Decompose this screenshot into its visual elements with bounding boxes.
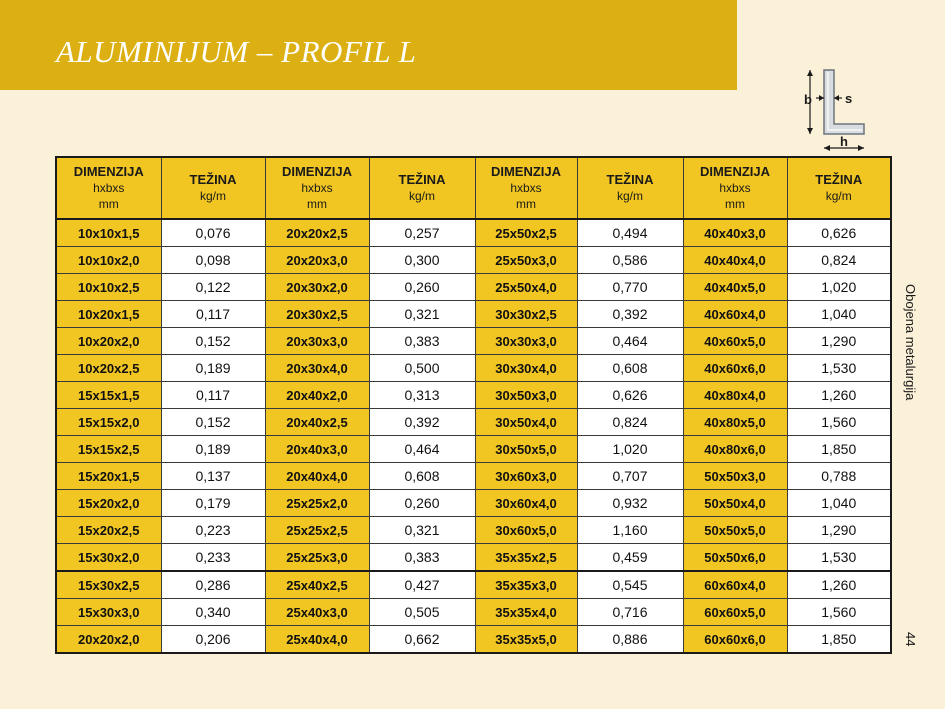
profile-table (55, 156, 892, 654)
header-dimension (265, 157, 369, 219)
dimension-cell: 15x30x3,0 (56, 599, 161, 626)
l-profile-icon (824, 70, 864, 134)
weight-cell: 0,223 (161, 517, 265, 544)
dimension-cell: 40x80x6,0 (683, 436, 787, 463)
dimension-cell: 10x10x2,5 (56, 274, 161, 301)
header-unit: kg/m (199, 189, 226, 203)
weight-cell: 1,290 (787, 517, 891, 544)
dimension-cell: 30x60x5,0 (475, 517, 577, 544)
weight-cell: 1,530 (787, 544, 891, 572)
weight-cell: 1,040 (787, 490, 891, 517)
weight-cell: 0,179 (161, 490, 265, 517)
header-title: TEŽINA (606, 172, 654, 187)
dimension-cell: 20x40x4,0 (265, 463, 369, 490)
weight-cell: 0,626 (577, 382, 683, 409)
weight-cell: 1,290 (787, 328, 891, 355)
header-title: TEŽINA (815, 172, 863, 187)
dimension-cell: 25x40x2,5 (265, 571, 369, 599)
dimension-cell: 60x60x4,0 (683, 571, 787, 599)
weight-cell: 0,260 (369, 274, 475, 301)
table-row (56, 490, 891, 517)
dimension-cell: 40x60x4,0 (683, 301, 787, 328)
dimension-cell: 10x10x1,5 (56, 219, 161, 247)
header-unit: mm (307, 197, 327, 211)
header-title: TEŽINA (398, 172, 446, 187)
weight-cell: 1,850 (787, 626, 891, 654)
dimension-cell: 10x20x1,5 (56, 301, 161, 328)
table-body (56, 219, 891, 653)
dimension-cell: 15x20x1,5 (56, 463, 161, 490)
weight-cell: 1,530 (787, 355, 891, 382)
table-row (56, 599, 891, 626)
header-unit: kg/m (616, 189, 643, 203)
weight-cell: 0,286 (161, 571, 265, 599)
dimension-cell: 20x30x2,0 (265, 274, 369, 301)
weight-cell: 0,626 (787, 219, 891, 247)
header-weight (161, 157, 265, 219)
dimension-cell: 30x30x3,0 (475, 328, 577, 355)
dimension-cell: 60x60x5,0 (683, 599, 787, 626)
weight-cell: 0,500 (369, 355, 475, 382)
dimension-cell: 15x15x1,5 (56, 382, 161, 409)
weight-cell: 0,257 (369, 219, 475, 247)
header-weight (787, 157, 891, 219)
dimension-cell: 50x50x4,0 (683, 490, 787, 517)
dimension-cell: 20x20x3,0 (265, 247, 369, 274)
dimension-cell: 30x60x4,0 (475, 490, 577, 517)
weight-cell: 0,707 (577, 463, 683, 490)
dimension-cell: 30x50x3,0 (475, 382, 577, 409)
weight-cell: 1,260 (787, 571, 891, 599)
weight-cell: 0,427 (369, 571, 475, 599)
weight-cell: 0,383 (369, 544, 475, 572)
title-bar (0, 0, 737, 90)
table-header-row (56, 157, 891, 219)
dimension-cell: 40x80x4,0 (683, 382, 787, 409)
dimension-cell: 20x20x2,0 (56, 626, 161, 654)
dimension-cell: 25x50x3,0 (475, 247, 577, 274)
dimension-cell: 15x15x2,5 (56, 436, 161, 463)
header-title: TEŽINA (189, 172, 237, 187)
header-weight (577, 157, 683, 219)
weight-cell: 1,160 (577, 517, 683, 544)
page-title: ALUMINIJUM – PROFIL L (56, 34, 417, 69)
dimension-cell: 30x50x4,0 (475, 409, 577, 436)
dimension-cell: 50x50x5,0 (683, 517, 787, 544)
table-row (56, 301, 891, 328)
dimension-cell: 25x50x4,0 (475, 274, 577, 301)
weight-cell: 0,464 (577, 328, 683, 355)
weight-cell: 0,716 (577, 599, 683, 626)
weight-cell: 1,560 (787, 599, 891, 626)
dimension-cell: 10x20x2,5 (56, 355, 161, 382)
weight-cell: 0,392 (577, 301, 683, 328)
table-row (56, 517, 891, 544)
weight-cell: 0,770 (577, 274, 683, 301)
weight-cell: 1,040 (787, 301, 891, 328)
weight-cell: 1,260 (787, 382, 891, 409)
header-title: DIMENZIJA (73, 164, 144, 179)
dimension-cell: 60x60x6,0 (683, 626, 787, 654)
weight-cell: 0,122 (161, 274, 265, 301)
header-unit: mm (516, 197, 536, 211)
weight-cell: 1,020 (787, 274, 891, 301)
weight-cell: 1,020 (577, 436, 683, 463)
dimension-cell: 50x50x6,0 (683, 544, 787, 572)
dimension-cell: 25x25x3,0 (265, 544, 369, 572)
header-unit: hxbxs (510, 181, 542, 195)
weight-cell: 0,494 (577, 219, 683, 247)
header-unit: hxbxs (719, 181, 751, 195)
weight-cell: 1,850 (787, 436, 891, 463)
header-unit: kg/m (825, 189, 852, 203)
weight-cell: 0,137 (161, 463, 265, 490)
weight-cell: 0,189 (161, 355, 265, 382)
dimension-cell: 15x30x2,5 (56, 571, 161, 599)
weight-cell: 0,233 (161, 544, 265, 572)
weight-cell: 0,117 (161, 382, 265, 409)
dimension-cell: 20x20x2,5 (265, 219, 369, 247)
header-dimension (56, 157, 161, 219)
weight-cell: 0,459 (577, 544, 683, 572)
header-unit: hxbxs (93, 181, 125, 195)
dimension-cell: 30x60x3,0 (475, 463, 577, 490)
dimension-cell: 15x15x2,0 (56, 409, 161, 436)
table-row (56, 247, 891, 274)
dimension-cell: 35x35x2,5 (475, 544, 577, 572)
table-row (56, 328, 891, 355)
dimension-cell: 35x35x3,0 (475, 571, 577, 599)
weight-cell: 0,608 (577, 355, 683, 382)
weight-cell: 0,392 (369, 409, 475, 436)
dimension-cell: 20x30x2,5 (265, 301, 369, 328)
dimension-cell: 25x40x3,0 (265, 599, 369, 626)
dimension-cell: 25x50x2,5 (475, 219, 577, 247)
weight-cell: 0,788 (787, 463, 891, 490)
table-row (56, 355, 891, 382)
dimension-cell: 40x40x4,0 (683, 247, 787, 274)
table-row (56, 626, 891, 654)
weight-cell: 0,076 (161, 219, 265, 247)
table-row (56, 274, 891, 301)
dimension-cell: 25x25x2,0 (265, 490, 369, 517)
dimension-cell: 15x20x2,5 (56, 517, 161, 544)
weight-cell: 0,586 (577, 247, 683, 274)
weight-cell: 0,098 (161, 247, 265, 274)
dimension-cell: 40x80x5,0 (683, 409, 787, 436)
table-row (56, 409, 891, 436)
dimension-cell: 25x40x4,0 (265, 626, 369, 654)
dimension-cell: 20x30x4,0 (265, 355, 369, 382)
weight-cell: 1,560 (787, 409, 891, 436)
weight-cell: 0,824 (787, 247, 891, 274)
dimension-cell: 20x30x3,0 (265, 328, 369, 355)
dimension-cell: 35x35x4,0 (475, 599, 577, 626)
weight-cell: 0,300 (369, 247, 475, 274)
dimension-cell: 20x40x2,5 (265, 409, 369, 436)
table-row (56, 463, 891, 490)
dimension-cell: 40x40x5,0 (683, 274, 787, 301)
dimension-cell: 20x40x3,0 (265, 436, 369, 463)
dimension-cell: 50x50x3,0 (683, 463, 787, 490)
dimension-cell: 30x30x2,5 (475, 301, 577, 328)
dimension-cell: 15x20x2,0 (56, 490, 161, 517)
weight-cell: 0,545 (577, 571, 683, 599)
weight-cell: 0,464 (369, 436, 475, 463)
weight-cell: 0,260 (369, 490, 475, 517)
dimension-cell: 40x40x3,0 (683, 219, 787, 247)
weight-cell: 0,313 (369, 382, 475, 409)
header-dimension (683, 157, 787, 219)
page-number: 44 (903, 632, 918, 647)
weight-cell: 0,117 (161, 301, 265, 328)
dimension-h-label: h (840, 134, 848, 149)
table-row (56, 571, 891, 599)
header-dimension (475, 157, 577, 219)
dimension-s-label: s (845, 91, 853, 106)
weight-cell: 0,152 (161, 409, 265, 436)
weight-cell: 0,608 (369, 463, 475, 490)
weight-cell: 0,340 (161, 599, 265, 626)
dimension-cell: 25x25x2,5 (265, 517, 369, 544)
table-row (56, 219, 891, 247)
weight-cell: 0,932 (577, 490, 683, 517)
dimension-cell: 20x40x2,0 (265, 382, 369, 409)
dimension-cell: 30x50x5,0 (475, 436, 577, 463)
header-unit: mm (725, 197, 745, 211)
weight-cell: 0,824 (577, 409, 683, 436)
header-unit: mm (98, 197, 119, 211)
section-label: Obojena metalurgija (903, 284, 918, 401)
table-row (56, 436, 891, 463)
weight-cell: 0,321 (369, 517, 475, 544)
weight-cell: 0,886 (577, 626, 683, 654)
header-title: DIMENZIJA (490, 164, 562, 179)
weight-cell: 0,206 (161, 626, 265, 654)
weight-cell: 0,189 (161, 436, 265, 463)
header-unit: kg/m (408, 189, 435, 203)
header-title: DIMENZIJA (281, 164, 353, 179)
weight-cell: 0,662 (369, 626, 475, 654)
weight-cell: 0,152 (161, 328, 265, 355)
table-row (56, 382, 891, 409)
header-unit: hxbxs (301, 181, 333, 195)
l-profile-diagram (798, 64, 870, 156)
header-weight (369, 157, 475, 219)
weight-cell: 0,321 (369, 301, 475, 328)
weight-cell: 0,505 (369, 599, 475, 626)
dimension-cell: 30x30x4,0 (475, 355, 577, 382)
weight-cell: 0,383 (369, 328, 475, 355)
dimension-cell: 10x10x2,0 (56, 247, 161, 274)
dimension-cell: 15x30x2,0 (56, 544, 161, 572)
dimension-b-label: b (804, 92, 812, 107)
dimension-cell: 40x60x5,0 (683, 328, 787, 355)
dimension-cell: 35x35x5,0 (475, 626, 577, 654)
dimension-cell: 40x60x6,0 (683, 355, 787, 382)
table-row (56, 544, 891, 572)
dimension-cell: 10x20x2,0 (56, 328, 161, 355)
header-title: DIMENZIJA (699, 164, 771, 179)
